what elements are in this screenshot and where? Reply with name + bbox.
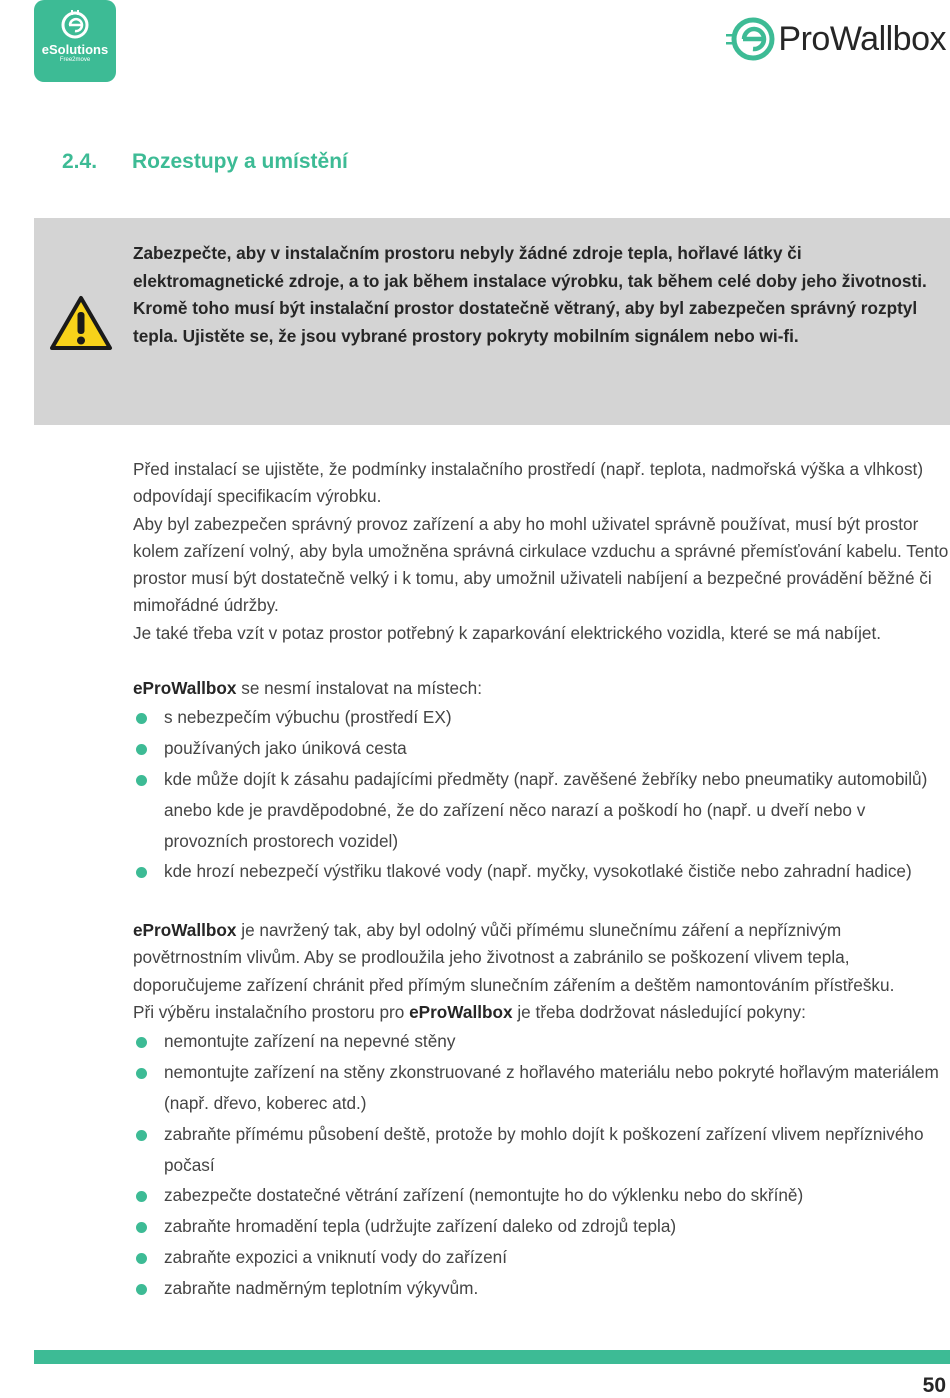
eprowallbox-logo (726, 14, 946, 64)
body-content (133, 456, 950, 1304)
intro-paragraph: Aby byl zabezpečen správný provoz zařízení a aby ho mohl uživatel správně používat, musí být prostor kolem zařízení volný, aby byla umožněna správná cirkulace vzduchu a správné přemísťování kabelu. Tento prostor musí být dostatečně velký i k tomu, aby umožnil uživateli nabíjení a bezpečné provádění běžné či mimořádné údržby. (133, 513, 949, 616)
list-item: zabezpečte dostatečné větrání zařízení (nemontujte ho do výklenku nebo do skříně) (133, 1180, 950, 1211)
guidelines-list (133, 1026, 950, 1303)
esolutions-logo (34, 0, 116, 82)
plug-e-icon (58, 10, 92, 40)
forbidden-intro: eProWallbox se nesmí instalovat na místech: (133, 678, 482, 699)
esolutions-logo-sub: Free2move (59, 57, 91, 63)
list-item: kde může dojít k zásahu padajícími předměty (např. zavěšené žebříky nebo pneumatiky automobilů) anebo kde je pravděpodobné, že do zařízení něco narazí a poškodí ho (např. u dveří nebo v provozních prostorech vozidel) (133, 764, 950, 856)
list-item: s nebezpečím výbuchu (prostředí EX) (133, 702, 950, 733)
list-item: zabraňte přímému působení deště, protože by mohlo dojít k poškození zařízení vlivem nepříznivého počasí (133, 1119, 950, 1181)
intro-paragraph: Před instalací se ujistěte, že podmínky instalačního prostředí (např. teplota, nadmořská výška a vlhkost) odpovídají specifikacím výrobku. (133, 459, 924, 507)
brand-name: eProWallbox (133, 920, 237, 941)
eprowallbox-e-icon (726, 15, 776, 63)
brand-name: eProWallbox (133, 678, 237, 699)
warning-paragraph: Kromě toho musí být instalační prostor dostatečně větraný, aby byl zabezpečen správný rozptyl tepla. Ujistěte se, že jsou vybrané prostory pokryty mobilním signálem nebo wi-fi. (133, 298, 918, 346)
intro-paragraph: Je také třeba vzít v potaz prostor potřebný k zaparkování elektrického vozidla, které se má nabíjet. (133, 622, 882, 643)
list-item: zabraňte expozici a vniknutí vody do zařízení (133, 1242, 950, 1273)
resistance-paragraph: eProWallbox je navržený tak, aby byl odolný vůči přímému slunečnímu záření a nepříznivým povětrnostním vlivům. Aby se prodloužila jeho životnost a zabránilo se poškození vlivem tepla, doporučujeme zařízení chránit před přímým slunečním zářením a deštěm namontováním přístřešku. (133, 920, 895, 995)
list-item: zabraňte hromadění tepla (udržujte zařízení daleko od zdrojů tepla) (133, 1211, 950, 1242)
esolutions-logo-text: eSolutions (41, 42, 109, 57)
list-item: nemontujte zařízení na nepevné stěny (133, 1026, 950, 1057)
forbidden-list (133, 702, 950, 887)
list-item: zabraňte nadměrným teplotním výkyvům. (133, 1273, 950, 1304)
section-title: Rozestupy a umístění (132, 150, 348, 173)
page-number: 50 (922, 1374, 946, 1397)
footer-bar (34, 1350, 950, 1364)
brand-name: eProWallbox (409, 1002, 513, 1023)
warning-box (34, 218, 950, 425)
section-number: 2.4. (62, 150, 98, 173)
list-item: používaných jako úniková cesta (133, 733, 950, 764)
list-item: kde hrozí nebezpečí výstřiku tlakové vody (např. myčky, vysokotlaké čističe nebo zahradní hadice) (133, 856, 950, 887)
warning-paragraph: Zabezpečte, aby v instalačním prostoru nebyly žádné zdroje tepla, hořlavé látky či elektromagnetické zdroje, a to jak během instalace výrobku, tak během celé doby jeho životnosti. (133, 243, 927, 291)
warning-triangle-icon (48, 294, 114, 352)
list-item: nemontujte zařízení na stěny zkonstruované z hořlavého materiálu nebo pokryté hořlavým materiálem (např. dřevo, koberec atd.) (133, 1057, 950, 1119)
guidelines-intro: Při výběru instalačního prostoru pro eProWallbox je třeba dodržovat následující pokyny: (133, 1002, 806, 1023)
eprowallbox-logo-text: ProWallbox (778, 19, 946, 58)
warning-text (133, 240, 933, 350)
